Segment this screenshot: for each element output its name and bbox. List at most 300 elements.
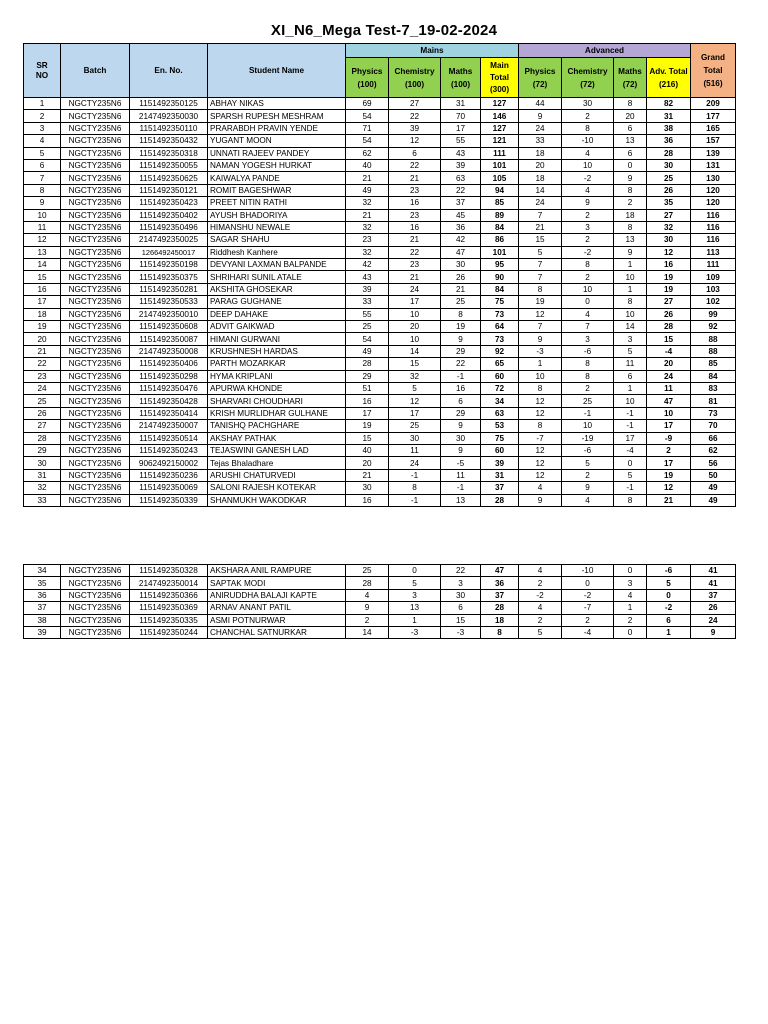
cell-adv-chemistry: 3 xyxy=(562,221,614,233)
cell-student-name: PREET NITIN RATHI xyxy=(208,197,346,209)
cell-student-name: KRISH MURLIDHAR GULHANE xyxy=(208,407,346,419)
cell-grand-total: 102 xyxy=(691,296,736,308)
cell-adv-physics: 5 xyxy=(519,246,562,258)
cell-mains-maths: 36 xyxy=(441,221,481,233)
table-row xyxy=(24,469,736,481)
cell-grand-total: 92 xyxy=(691,321,736,333)
cell-mains-chemistry: 21 xyxy=(389,271,441,283)
cell-main-total: 64 xyxy=(481,321,519,333)
results-body xyxy=(24,98,736,507)
cell-student-name: KRUSHNESH HARDAS xyxy=(208,345,346,357)
cell-main-total: 73 xyxy=(481,333,519,345)
table-row xyxy=(24,197,736,209)
cell-enrollment-no: 1151492350375 xyxy=(130,271,208,283)
cell-main-total: 18 xyxy=(481,614,519,626)
table-row xyxy=(24,482,736,494)
cell-sr-no: 18 xyxy=(24,308,61,320)
cell-adv-total: 12 xyxy=(647,246,691,258)
cell-mains-maths: 39 xyxy=(441,159,481,171)
cell-adv-physics: -7 xyxy=(519,432,562,444)
cell-adv-physics: 2 xyxy=(519,577,562,589)
cell-adv-maths: 8 xyxy=(614,494,647,506)
cell-adv-physics: 12 xyxy=(519,444,562,456)
cell-sr-no: 10 xyxy=(24,209,61,221)
cell-adv-total: 27 xyxy=(647,296,691,308)
cell-mains-chemistry: 16 xyxy=(389,197,441,209)
table-row xyxy=(24,321,736,333)
header-mains-physics: Physics (100) xyxy=(346,58,389,98)
cell-batch: NGCTY235N6 xyxy=(61,147,130,159)
table-row xyxy=(24,370,736,382)
cell-adv-chemistry: 2 xyxy=(562,614,614,626)
cell-enrollment-no: 1151492350298 xyxy=(130,370,208,382)
cell-mains-maths: 21 xyxy=(441,283,481,295)
cell-mains-chemistry: 21 xyxy=(389,172,441,184)
cell-mains-physics: 14 xyxy=(346,626,389,638)
cell-mains-physics: 28 xyxy=(346,577,389,589)
cell-mains-maths: 22 xyxy=(441,184,481,196)
cell-mains-maths: 17 xyxy=(441,122,481,134)
cell-enrollment-no: 2147492350030 xyxy=(130,110,208,122)
cell-adv-chemistry: -6 xyxy=(562,345,614,357)
table-row xyxy=(24,333,736,345)
cell-adv-chemistry: 5 xyxy=(562,457,614,469)
cell-student-name: AKSHITA GHOSEKAR xyxy=(208,283,346,295)
table-row xyxy=(24,420,736,432)
cell-mains-maths: -5 xyxy=(441,457,481,469)
table-row xyxy=(24,296,736,308)
cell-mains-chemistry: -3 xyxy=(389,626,441,638)
cell-adv-chemistry: 0 xyxy=(562,577,614,589)
cell-batch: NGCTY235N6 xyxy=(61,321,130,333)
cell-mains-maths: 6 xyxy=(441,602,481,614)
cell-enrollment-no: 1151492350496 xyxy=(130,221,208,233)
cell-adv-chemistry: -2 xyxy=(562,172,614,184)
cell-enrollment-no: 1151492350514 xyxy=(130,432,208,444)
cell-main-total: 65 xyxy=(481,358,519,370)
cell-mains-physics: 2 xyxy=(346,614,389,626)
cell-adv-physics: 8 xyxy=(519,420,562,432)
cell-sr-no: 23 xyxy=(24,370,61,382)
cell-adv-chemistry: 7 xyxy=(562,321,614,333)
cell-main-total: 75 xyxy=(481,432,519,444)
cell-grand-total: 113 xyxy=(691,246,736,258)
cell-mains-physics: 15 xyxy=(346,432,389,444)
cell-sr-no: 7 xyxy=(24,172,61,184)
cell-student-name: Tejas Bhaladhare xyxy=(208,457,346,469)
table-row xyxy=(24,345,736,357)
cell-batch: NGCTY235N6 xyxy=(61,271,130,283)
cell-grand-total: 83 xyxy=(691,382,736,394)
cell-adv-maths: 1 xyxy=(614,382,647,394)
cell-adv-physics: 7 xyxy=(519,271,562,283)
cell-batch: NGCTY235N6 xyxy=(61,626,130,638)
cell-adv-total: 30 xyxy=(647,159,691,171)
cell-adv-physics: 9 xyxy=(519,494,562,506)
cell-sr-no: 27 xyxy=(24,420,61,432)
cell-adv-chemistry: 8 xyxy=(562,259,614,271)
cell-sr-no: 28 xyxy=(24,432,61,444)
cell-batch: NGCTY235N6 xyxy=(61,259,130,271)
cell-main-total: 84 xyxy=(481,283,519,295)
cell-student-name: ANIRUDDHA BALAJI KAPTE xyxy=(208,589,346,601)
cell-adv-maths: 6 xyxy=(614,147,647,159)
cell-main-total: 101 xyxy=(481,246,519,258)
cell-adv-physics: 18 xyxy=(519,172,562,184)
cell-adv-maths: 0 xyxy=(614,626,647,638)
cell-adv-chemistry: 30 xyxy=(562,98,614,110)
cell-adv-total: 25 xyxy=(647,172,691,184)
cell-adv-chemistry: 10 xyxy=(562,159,614,171)
cell-student-name: ASMI POTNURWAR xyxy=(208,614,346,626)
cell-adv-physics: 8 xyxy=(519,382,562,394)
cell-sr-no: 6 xyxy=(24,159,61,171)
cell-mains-physics: 51 xyxy=(346,382,389,394)
cell-adv-total: 11 xyxy=(647,382,691,394)
cell-sr-no: 21 xyxy=(24,345,61,357)
cell-mains-chemistry: 1 xyxy=(389,614,441,626)
cell-mains-chemistry: 5 xyxy=(389,577,441,589)
cell-mains-chemistry: 20 xyxy=(389,321,441,333)
cell-adv-total: 38 xyxy=(647,122,691,134)
cell-sr-no: 12 xyxy=(24,234,61,246)
cell-mains-chemistry: 24 xyxy=(389,457,441,469)
cell-enrollment-no: 1151492350198 xyxy=(130,259,208,271)
cell-adv-total: 19 xyxy=(647,283,691,295)
cell-main-total: 95 xyxy=(481,259,519,271)
cell-grand-total: 24 xyxy=(691,614,736,626)
table-row xyxy=(24,395,736,407)
cell-adv-maths: 14 xyxy=(614,321,647,333)
cell-batch: NGCTY235N6 xyxy=(61,308,130,320)
cell-sr-no: 32 xyxy=(24,482,61,494)
cell-enrollment-no: 1151492350608 xyxy=(130,321,208,333)
cell-enrollment-no: 1151492350244 xyxy=(130,626,208,638)
cell-mains-maths: -3 xyxy=(441,626,481,638)
cell-adv-maths: 3 xyxy=(614,577,647,589)
cell-main-total: 60 xyxy=(481,444,519,456)
cell-batch: NGCTY235N6 xyxy=(61,469,130,481)
cell-grand-total: 116 xyxy=(691,234,736,246)
results-table xyxy=(23,43,736,507)
cell-adv-maths: 17 xyxy=(614,432,647,444)
cell-mains-chemistry: 23 xyxy=(389,209,441,221)
cell-student-name: ABHAY NIKAS xyxy=(208,98,346,110)
cell-mains-chemistry: 10 xyxy=(389,308,441,320)
cell-mains-chemistry: 11 xyxy=(389,444,441,456)
cell-adv-total: 28 xyxy=(647,321,691,333)
cell-student-name: SHANMUKH WAKODKAR xyxy=(208,494,346,506)
table-row xyxy=(24,457,736,469)
cell-grand-total: 88 xyxy=(691,345,736,357)
cell-mains-chemistry: 23 xyxy=(389,259,441,271)
cell-batch: NGCTY235N6 xyxy=(61,482,130,494)
cell-adv-total: 2 xyxy=(647,444,691,456)
cell-adv-maths: 2 xyxy=(614,614,647,626)
cell-adv-physics: 12 xyxy=(519,308,562,320)
cell-enrollment-no: 1151492350055 xyxy=(130,159,208,171)
table-row xyxy=(24,110,736,122)
table-row xyxy=(24,626,736,638)
cell-mains-physics: 32 xyxy=(346,221,389,233)
cell-mains-maths: -1 xyxy=(441,370,481,382)
cell-student-name: DEEP DAHAKE xyxy=(208,308,346,320)
cell-sr-no: 17 xyxy=(24,296,61,308)
cell-adv-maths: 3 xyxy=(614,333,647,345)
cell-enrollment-no: 1151492350428 xyxy=(130,395,208,407)
cell-sr-no: 1 xyxy=(24,98,61,110)
cell-mains-maths: 22 xyxy=(441,565,481,577)
cell-sr-no: 39 xyxy=(24,626,61,638)
cell-adv-maths: 8 xyxy=(614,98,647,110)
header-mains: Mains xyxy=(346,44,519,58)
cell-grand-total: 120 xyxy=(691,184,736,196)
cell-enrollment-no: 2147492350025 xyxy=(130,234,208,246)
cell-adv-maths: 2 xyxy=(614,197,647,209)
cell-adv-physics: 12 xyxy=(519,407,562,419)
cell-adv-maths: -4 xyxy=(614,444,647,456)
cell-mains-physics: 54 xyxy=(346,110,389,122)
cell-adv-total: 27 xyxy=(647,209,691,221)
cell-mains-physics: 62 xyxy=(346,147,389,159)
cell-main-total: 28 xyxy=(481,602,519,614)
cell-batch: NGCTY235N6 xyxy=(61,184,130,196)
cell-main-total: 28 xyxy=(481,494,519,506)
cell-adv-maths: 5 xyxy=(614,345,647,357)
cell-adv-chemistry: 3 xyxy=(562,333,614,345)
cell-grand-total: 9 xyxy=(691,626,736,638)
cell-student-name: Riddhesh Kanhere xyxy=(208,246,346,258)
cell-mains-maths: 70 xyxy=(441,110,481,122)
header-main-total: Main Total (300) xyxy=(481,58,519,98)
cell-mains-physics: 25 xyxy=(346,565,389,577)
cell-enrollment-no: 1266492450017 xyxy=(130,246,208,258)
cell-adv-physics: 20 xyxy=(519,159,562,171)
cell-adv-maths: 10 xyxy=(614,271,647,283)
cell-adv-total: 24 xyxy=(647,370,691,382)
cell-adv-total: -2 xyxy=(647,602,691,614)
cell-main-total: 146 xyxy=(481,110,519,122)
cell-batch: NGCTY235N6 xyxy=(61,444,130,456)
cell-adv-physics: 4 xyxy=(519,482,562,494)
cell-grand-total: 109 xyxy=(691,271,736,283)
cell-mains-physics: 25 xyxy=(346,321,389,333)
cell-mains-chemistry: 23 xyxy=(389,184,441,196)
cell-batch: NGCTY235N6 xyxy=(61,197,130,209)
cell-batch: NGCTY235N6 xyxy=(61,283,130,295)
cell-enrollment-no: 1151492350318 xyxy=(130,147,208,159)
cell-mains-chemistry: 21 xyxy=(389,234,441,246)
cell-adv-physics: 10 xyxy=(519,370,562,382)
cell-enrollment-no: 1151492350432 xyxy=(130,135,208,147)
cell-student-name: SHRIHARI SUNIL ATALE xyxy=(208,271,346,283)
cell-adv-chemistry: -19 xyxy=(562,432,614,444)
cell-enrollment-no: 2147492350010 xyxy=(130,308,208,320)
cell-main-total: 89 xyxy=(481,209,519,221)
cell-student-name: SPARSH RUPESH MESHRAM xyxy=(208,110,346,122)
table-row xyxy=(24,147,736,159)
cell-grand-total: 73 xyxy=(691,407,736,419)
cell-adv-chemistry: 2 xyxy=(562,469,614,481)
cell-adv-physics: 14 xyxy=(519,184,562,196)
cell-main-total: 8 xyxy=(481,626,519,638)
table-row xyxy=(24,98,736,110)
cell-student-name: ADVIT GAIKWAD xyxy=(208,321,346,333)
cell-adv-chemistry: 9 xyxy=(562,482,614,494)
cell-batch: NGCTY235N6 xyxy=(61,234,130,246)
cell-sr-no: 36 xyxy=(24,589,61,601)
cell-adv-physics: -3 xyxy=(519,345,562,357)
cell-grand-total: 66 xyxy=(691,432,736,444)
cell-adv-physics: 18 xyxy=(519,147,562,159)
cell-grand-total: 84 xyxy=(691,370,736,382)
cell-student-name: ROMIT BAGESHWAR xyxy=(208,184,346,196)
cell-adv-chemistry: -6 xyxy=(562,444,614,456)
cell-adv-maths: 8 xyxy=(614,296,647,308)
cell-mains-maths: 43 xyxy=(441,147,481,159)
table-row xyxy=(24,221,736,233)
cell-mains-physics: 32 xyxy=(346,197,389,209)
table-row xyxy=(24,283,736,295)
cell-mains-physics: 69 xyxy=(346,98,389,110)
cell-mains-maths: 6 xyxy=(441,395,481,407)
cell-main-total: 92 xyxy=(481,345,519,357)
cell-student-name: DEVYANI LAXMAN BALPANDE xyxy=(208,259,346,271)
cell-adv-total: 19 xyxy=(647,469,691,481)
cell-adv-maths: 8 xyxy=(614,184,647,196)
cell-adv-chemistry: 8 xyxy=(562,122,614,134)
cell-enrollment-no: 1151492350369 xyxy=(130,602,208,614)
cell-adv-chemistry: 2 xyxy=(562,110,614,122)
cell-sr-no: 26 xyxy=(24,407,61,419)
cell-adv-physics: 7 xyxy=(519,259,562,271)
table-row xyxy=(24,271,736,283)
cell-mains-physics: 43 xyxy=(346,271,389,283)
cell-adv-physics: 12 xyxy=(519,395,562,407)
header-en: En. No. xyxy=(130,44,208,98)
cell-grand-total: 70 xyxy=(691,420,736,432)
table-row xyxy=(24,565,736,577)
cell-adv-maths: 5 xyxy=(614,469,647,481)
cell-main-total: 84 xyxy=(481,221,519,233)
cell-main-total: 36 xyxy=(481,577,519,589)
cell-enrollment-no: 1151492350414 xyxy=(130,407,208,419)
table-row xyxy=(24,184,736,196)
cell-mains-physics: 71 xyxy=(346,122,389,134)
cell-batch: NGCTY235N6 xyxy=(61,221,130,233)
cell-mains-chemistry: 12 xyxy=(389,135,441,147)
cell-mains-physics: 28 xyxy=(346,358,389,370)
cell-main-total: 127 xyxy=(481,122,519,134)
cell-adv-maths: 10 xyxy=(614,308,647,320)
cell-grand-total: 131 xyxy=(691,159,736,171)
table-row xyxy=(24,589,736,601)
cell-grand-total: 37 xyxy=(691,589,736,601)
cell-sr-no: 30 xyxy=(24,457,61,469)
cell-adv-physics: 2 xyxy=(519,614,562,626)
cell-sr-no: 4 xyxy=(24,135,61,147)
cell-grand-total: 139 xyxy=(691,147,736,159)
cell-adv-chemistry: 10 xyxy=(562,420,614,432)
cell-sr-no: 24 xyxy=(24,382,61,394)
cell-grand-total: 116 xyxy=(691,209,736,221)
cell-adv-maths: 9 xyxy=(614,246,647,258)
cell-adv-physics: 24 xyxy=(519,197,562,209)
cell-adv-physics: 7 xyxy=(519,321,562,333)
cell-enrollment-no: 1151492350335 xyxy=(130,614,208,626)
cell-mains-maths: 15 xyxy=(441,614,481,626)
cell-sr-no: 33 xyxy=(24,494,61,506)
cell-sr-no: 5 xyxy=(24,147,61,159)
cell-adv-maths: 8 xyxy=(614,221,647,233)
cell-adv-total: -6 xyxy=(647,565,691,577)
header-adv-physics: Physics (72) xyxy=(519,58,562,98)
cell-enrollment-no: 1151492350069 xyxy=(130,482,208,494)
cell-batch: NGCTY235N6 xyxy=(61,122,130,134)
cell-batch: NGCTY235N6 xyxy=(61,358,130,370)
cell-adv-physics: 9 xyxy=(519,110,562,122)
header-grand-total: Grand Total (516) xyxy=(691,44,736,98)
cell-adv-physics: -2 xyxy=(519,589,562,601)
cell-adv-physics: 4 xyxy=(519,602,562,614)
cell-mains-chemistry: 22 xyxy=(389,246,441,258)
cell-adv-maths: 0 xyxy=(614,457,647,469)
cell-mains-maths: 8 xyxy=(441,308,481,320)
cell-mains-maths: 9 xyxy=(441,333,481,345)
cell-main-total: 37 xyxy=(481,482,519,494)
cell-student-name: HIMANI GURWANI xyxy=(208,333,346,345)
cell-main-total: 101 xyxy=(481,159,519,171)
cell-adv-chemistry: -1 xyxy=(562,407,614,419)
cell-student-name: ARNAV ANANT PATIL xyxy=(208,602,346,614)
cell-enrollment-no: 9062492150002 xyxy=(130,457,208,469)
cell-grand-total: 209 xyxy=(691,98,736,110)
cell-mains-chemistry: 12 xyxy=(389,395,441,407)
cell-mains-physics: 21 xyxy=(346,172,389,184)
results-body-continued xyxy=(24,565,736,639)
cell-adv-chemistry: 8 xyxy=(562,370,614,382)
cell-main-total: 73 xyxy=(481,308,519,320)
cell-enrollment-no: 1151492350402 xyxy=(130,209,208,221)
cell-mains-maths: 45 xyxy=(441,209,481,221)
cell-mains-chemistry: 17 xyxy=(389,296,441,308)
cell-grand-total: 157 xyxy=(691,135,736,147)
cell-main-total: 86 xyxy=(481,234,519,246)
cell-student-name: SALONI RAJESH KOTEKAR xyxy=(208,482,346,494)
cell-main-total: 63 xyxy=(481,407,519,419)
cell-enrollment-no: 1151492350243 xyxy=(130,444,208,456)
cell-adv-chemistry: 2 xyxy=(562,271,614,283)
cell-enrollment-no: 1151492350328 xyxy=(130,565,208,577)
cell-mains-chemistry: 16 xyxy=(389,221,441,233)
cell-student-name: TANISHQ PACHGHARE xyxy=(208,420,346,432)
cell-grand-total: 62 xyxy=(691,444,736,456)
cell-enrollment-no: 1151492350125 xyxy=(130,98,208,110)
cell-mains-chemistry: 22 xyxy=(389,110,441,122)
cell-sr-no: 13 xyxy=(24,246,61,258)
header-advanced: Advanced xyxy=(519,44,691,58)
cell-mains-physics: 33 xyxy=(346,296,389,308)
cell-mains-chemistry: -1 xyxy=(389,494,441,506)
cell-batch: NGCTY235N6 xyxy=(61,246,130,258)
cell-mains-chemistry: 17 xyxy=(389,407,441,419)
cell-mains-maths: 9 xyxy=(441,444,481,456)
cell-mains-physics: 49 xyxy=(346,345,389,357)
cell-main-total: 31 xyxy=(481,469,519,481)
cell-adv-physics: 15 xyxy=(519,234,562,246)
cell-batch: NGCTY235N6 xyxy=(61,110,130,122)
cell-mains-physics: 42 xyxy=(346,259,389,271)
